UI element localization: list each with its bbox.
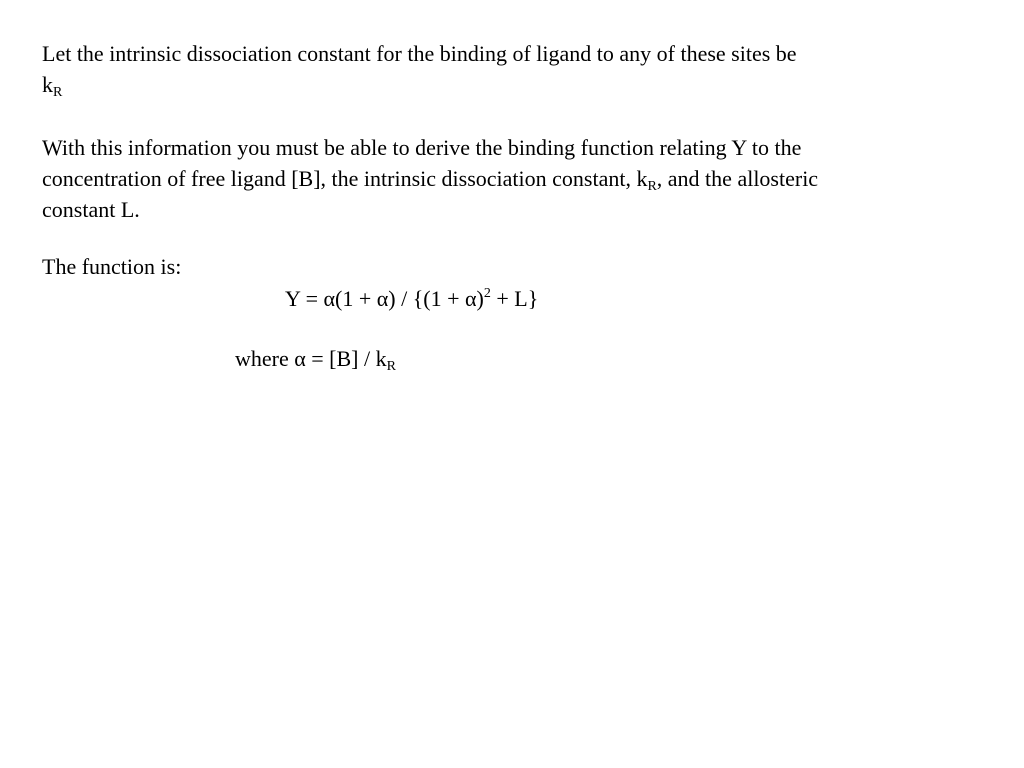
subscript-r: R bbox=[53, 85, 63, 100]
k-letter: k bbox=[42, 72, 53, 97]
paragraph-line: With this information you must be able to derive the binding function relating Y to the bbox=[42, 135, 802, 160]
line-text: concentration of free ligand [B], the intrinsic dissociation constant, k bbox=[42, 166, 648, 191]
alpha-definition-text: where α = [B] / k bbox=[235, 346, 387, 371]
paragraph-line bbox=[42, 163, 982, 194]
formula-exponent: 2 bbox=[483, 286, 491, 301]
alpha-definition bbox=[235, 343, 396, 374]
paragraph-line: Let the intrinsic dissociation constant for the binding of ligand to any of these sites be bbox=[42, 41, 797, 66]
binding-function-paragraph bbox=[42, 132, 982, 225]
binding-formula bbox=[285, 283, 538, 314]
function-intro-text: The function is: bbox=[42, 254, 182, 279]
k-r-symbol bbox=[42, 69, 982, 100]
formula-tail: + L} bbox=[490, 286, 539, 311]
subscript-r: R bbox=[647, 179, 657, 194]
subscript-r: R bbox=[386, 359, 396, 374]
paragraph-line: constant L. bbox=[42, 197, 140, 222]
dissociation-constant-paragraph bbox=[42, 38, 982, 100]
line-text: , and the allosteric bbox=[656, 166, 819, 191]
formula-main: Y = α(1 + α) / {(1 + α) bbox=[285, 286, 484, 311]
function-intro bbox=[42, 251, 982, 282]
